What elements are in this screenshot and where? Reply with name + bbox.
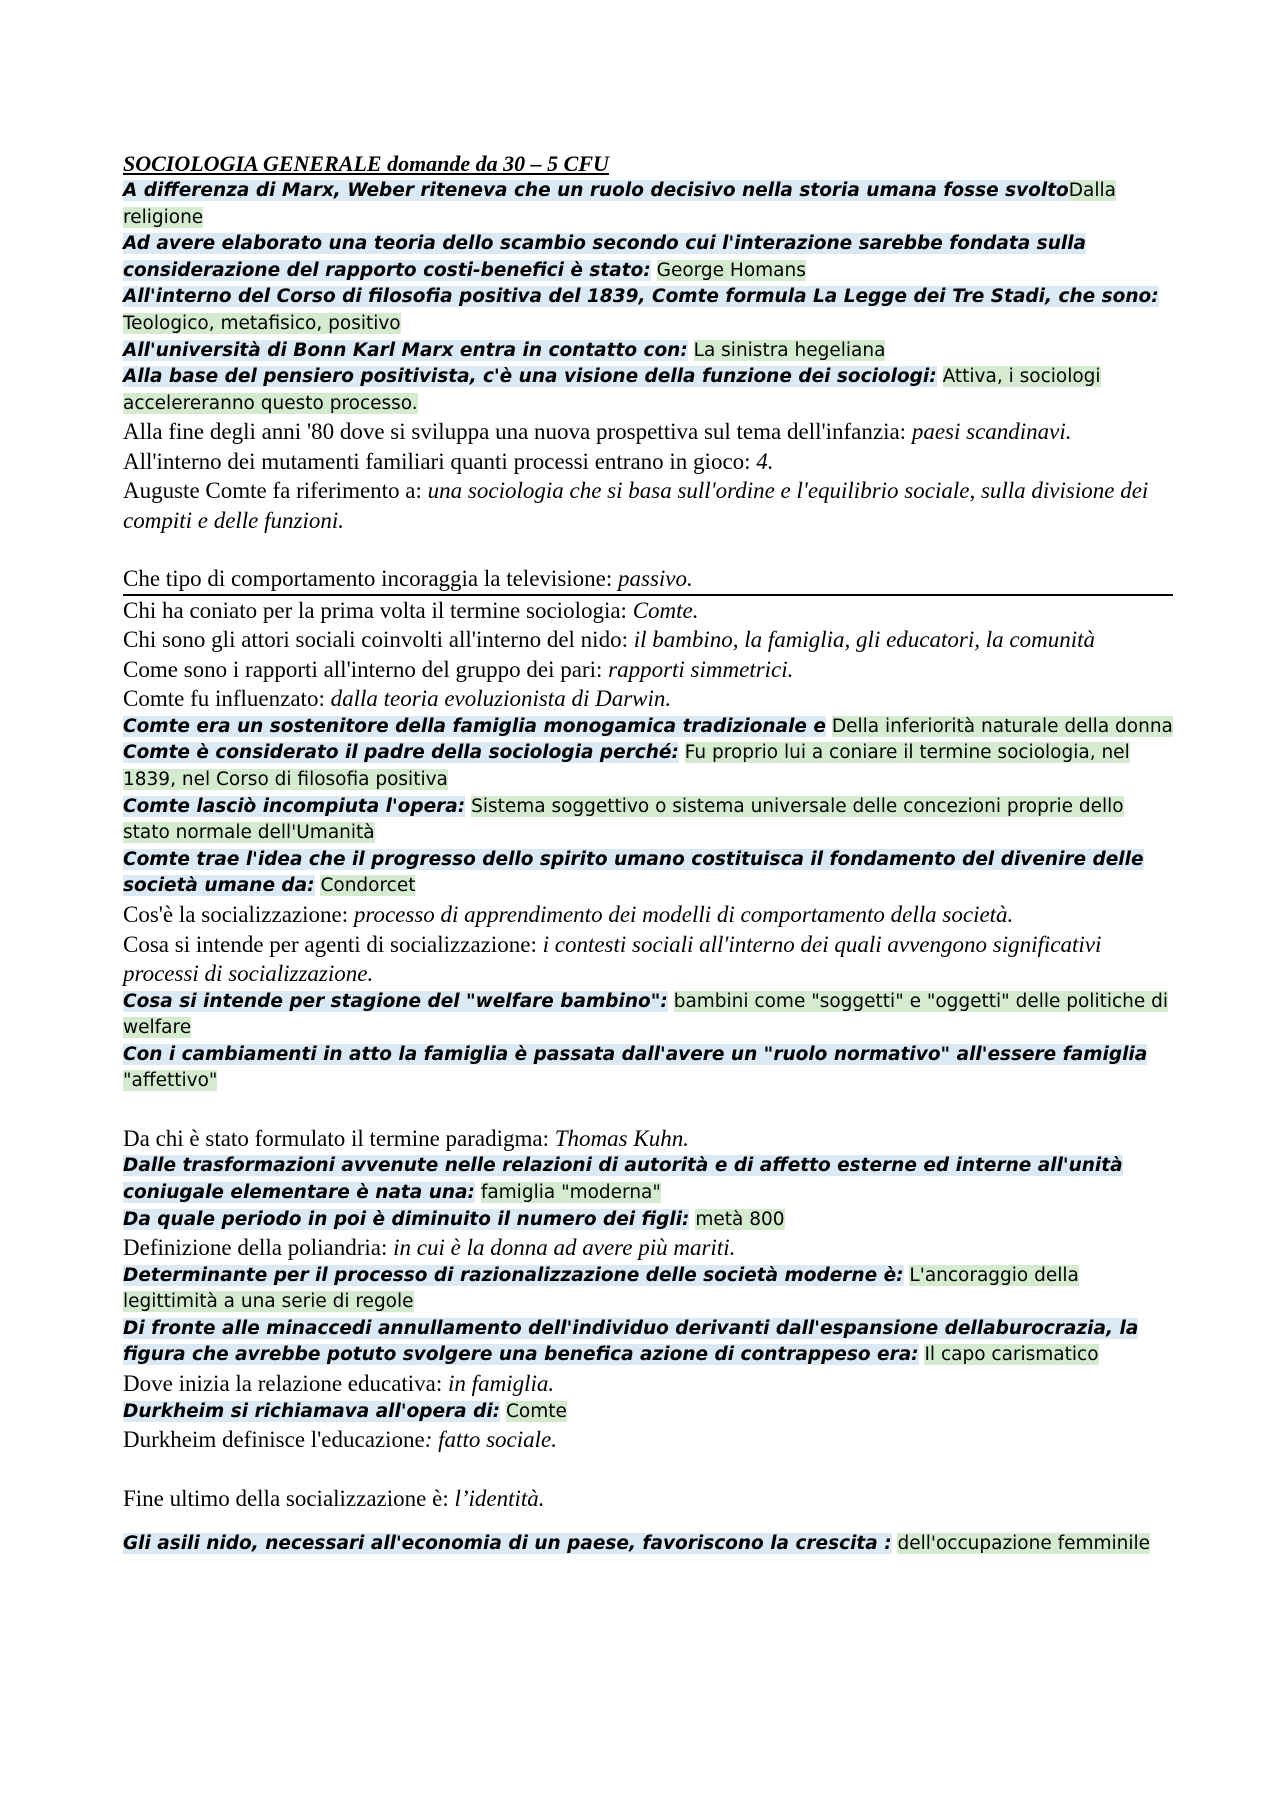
answer-text: La sinistra hegeliana <box>693 339 886 361</box>
document-page <box>123 150 1173 1558</box>
question-text: Con i cambiamenti in atto la famiglia è passata dall'avere un "ruolo normativo" all'essere famiglia <box>123 1043 1148 1065</box>
list-item <box>123 231 1173 284</box>
answer-text: metà 800 <box>695 1208 785 1230</box>
list-item <box>123 564 1173 594</box>
list-item <box>123 1484 1173 1514</box>
answer-text: L'ancoraggio della legittimità a una serie di regole <box>123 1264 1079 1313</box>
answer-text: Condorcet <box>320 875 416 897</box>
question-text: All'interno dei mutamenti familiari quanti processi entrano in gioco: <box>123 448 751 474</box>
question-text: Durkheim definisce l'educazione <box>123 1427 425 1453</box>
answer-text: l’identità. <box>454 1485 545 1511</box>
question-text: Cos'è la socializzazione: <box>123 902 349 927</box>
question-text: Come sono i rapporti all'interno del gruppo dei pari: <box>123 656 603 682</box>
spacer <box>123 1455 1173 1484</box>
answer-text: il bambino, la famiglia, gli educatori, la comunità <box>633 627 1095 653</box>
question-text: Dalle trasformazioni avvenute nelle relazioni di autorità e di affetto esterne ed interne all'unità coniugale elementare è nata una: <box>123 1155 1123 1203</box>
answer-text: una sociologia che si basa sull'ordine e l'equilibrio sociale, sulla divisione dei compiti e delle funzioni. <box>123 478 1149 533</box>
answer-text: rapporti simmetrici. <box>608 656 794 682</box>
list-item <box>123 930 1173 989</box>
question-text: Fine ultimo della socializzazione è: <box>123 1485 449 1511</box>
question-text: Definizione della poliandria: <box>123 1235 388 1261</box>
answer-text: paesi scandinavi. <box>911 419 1072 445</box>
question-text: Comte è considerato il padre della sociologia perché: <box>123 742 679 764</box>
question-text: Da chi è stato formulato il termine paradigma: <box>123 1125 549 1151</box>
answer-text: Il capo carismatico <box>924 1344 1099 1366</box>
answer-text: Della inferiorità naturale della donna <box>831 715 1173 737</box>
answer-text: Fu proprio lui a coniare il termine sociologia, nel 1839, nel Corso di filosofia positiva <box>123 742 1130 791</box>
answer-text: Dalla religione <box>123 180 1116 228</box>
list-item <box>123 714 1173 741</box>
document-title: SOCIOLOGIA GENERALE domande da 30 – 5 CFU <box>123 151 609 176</box>
answer-text: "affettivo" <box>123 1070 218 1092</box>
question-text: Durkheim si richiamava all'opera di: <box>123 1400 501 1422</box>
question-text: Chi sono gli attori sociali coinvolti all'interno del nido: <box>123 627 628 653</box>
answer-text: Thomas Kuhn. <box>554 1125 689 1151</box>
list-item <box>123 1207 1173 1234</box>
list-item <box>123 364 1173 417</box>
spacer <box>123 535 1173 564</box>
list-item <box>123 989 1173 1042</box>
section-divider <box>123 564 1173 596</box>
answer-text: bambini come "soggetti" e "oggetti" delle politiche di welfare <box>123 990 1169 1039</box>
question-text: Comte fu influenzato: <box>123 686 325 712</box>
answer-text: : fatto sociale. <box>424 1427 557 1453</box>
list-item <box>123 655 1173 685</box>
question-text: Determinante per il processo di razionalizzazione delle società moderne è: <box>123 1264 904 1286</box>
answer-text: passivo. <box>618 566 693 592</box>
answer-text: 4. <box>756 448 774 474</box>
question-text: All'università di Bonn Karl Marx entra in contatto con: <box>123 339 688 361</box>
list-item <box>123 417 1173 447</box>
list-item <box>123 1042 1173 1095</box>
list-item <box>123 1369 1173 1399</box>
list-item <box>123 794 1173 847</box>
list-item <box>123 847 1173 900</box>
answer-text: Attiva, i sociologi accelereranno questo processo. <box>123 366 1101 414</box>
list-item <box>123 1531 1173 1558</box>
question-text: Ad avere elaborato una teoria dello scambio secondo cui l'interazione sarebbe fondata sulla considerazione del rapporto costi-benefici è stato: <box>123 233 1087 281</box>
list-item <box>123 596 1173 626</box>
question-text: Cosa si intende per agenti di socializzazione: <box>123 931 537 957</box>
list-item <box>123 1263 1173 1316</box>
list-item <box>123 684 1173 714</box>
spacer <box>123 1513 1173 1531</box>
question-text: Auguste Comte fa riferimento a: <box>123 478 422 504</box>
question-text: A differenza di Marx, Weber riteneva che un ruolo decisivo nella storia umana fosse svolto <box>123 180 1069 201</box>
question-text: Da quale periodo in poi è diminuito il numero dei figli: <box>123 1208 690 1230</box>
answer-text: famiglia "moderna" <box>480 1181 661 1203</box>
list-item <box>123 284 1173 337</box>
list-item <box>123 740 1173 793</box>
answer-text: Comte. <box>632 597 699 623</box>
list-item <box>123 338 1173 365</box>
question-text: Alla fine degli anni '80 dove si sviluppa una nuova prospettiva sul tema dell'infanzia: <box>123 419 907 445</box>
question-text: Comte era un sostenitore della famiglia monogamica tradizionale e <box>123 715 826 737</box>
list-item <box>123 625 1173 655</box>
answer-text: in cui è la donna ad avere più mariti. <box>393 1235 736 1261</box>
answer-text: George Homans <box>656 259 806 281</box>
list-item <box>123 900 1173 930</box>
answer-text: processo di apprendimento dei modelli di comportamento della società. <box>353 902 1014 927</box>
spacer <box>123 1095 1173 1124</box>
question-text: Cosa si intende per stagione del "welfare bambino": <box>123 990 668 1012</box>
question-text: Chi ha coniato per la prima volta il termine sociologia: <box>123 597 627 623</box>
question-text: Dove inizia la relazione educativa: <box>123 1371 443 1397</box>
answer-text: dalla teoria evoluzionista di Darwin. <box>330 686 672 712</box>
list-item <box>123 1124 1173 1154</box>
question-text: All'interno del Corso di filosofia positiva del 1839, Comte formula La Legge dei Tre Stadi, che sono: <box>123 286 1159 308</box>
list-item <box>123 1233 1173 1263</box>
answer-text: Comte <box>505 1400 567 1422</box>
list-item <box>123 1316 1173 1369</box>
question-text: Gli asili nido, necessari all'economia di un paese, favoriscono la crescita : <box>123 1533 892 1555</box>
list-item <box>123 1399 1173 1426</box>
question-text: Comte trae l'idea che il progresso dello spirito umano costituisca il fondamento del divenire delle società umane da: <box>123 848 1144 897</box>
list-item <box>123 447 1173 477</box>
question-text: Che tipo di comportamento incoraggia la televisione: <box>123 566 613 592</box>
question-text: Di fronte alle minaccedi annullamento dell'individuo derivanti dall'espansione dellaburocrazia, la figura che avrebbe potuto svolgere una benefica azione di contrappeso era: <box>123 1317 1139 1366</box>
answer-text: i contesti sociali all'interno dei quali avvengono significativi processi di socializzazione. <box>123 931 1102 986</box>
list-item <box>123 178 1173 231</box>
question-text: Comte lasciò incompiuta l'opera: <box>123 795 466 817</box>
answer-text: in famiglia. <box>448 1371 555 1397</box>
answer-text: Teologico, metafisico, positivo <box>123 312 401 334</box>
list-item <box>123 1153 1173 1206</box>
answer-text: dell'occupazione femminile <box>897 1533 1151 1555</box>
list-item <box>123 476 1173 535</box>
question-text: Alla base del pensiero positivista, c'è una visione della funzione dei sociologi: <box>123 366 937 388</box>
list-item <box>123 1425 1173 1455</box>
answer-text: Sistema soggettivo o sistema universale delle concezioni proprie dello stato normale dell'Umanità <box>123 795 1124 844</box>
